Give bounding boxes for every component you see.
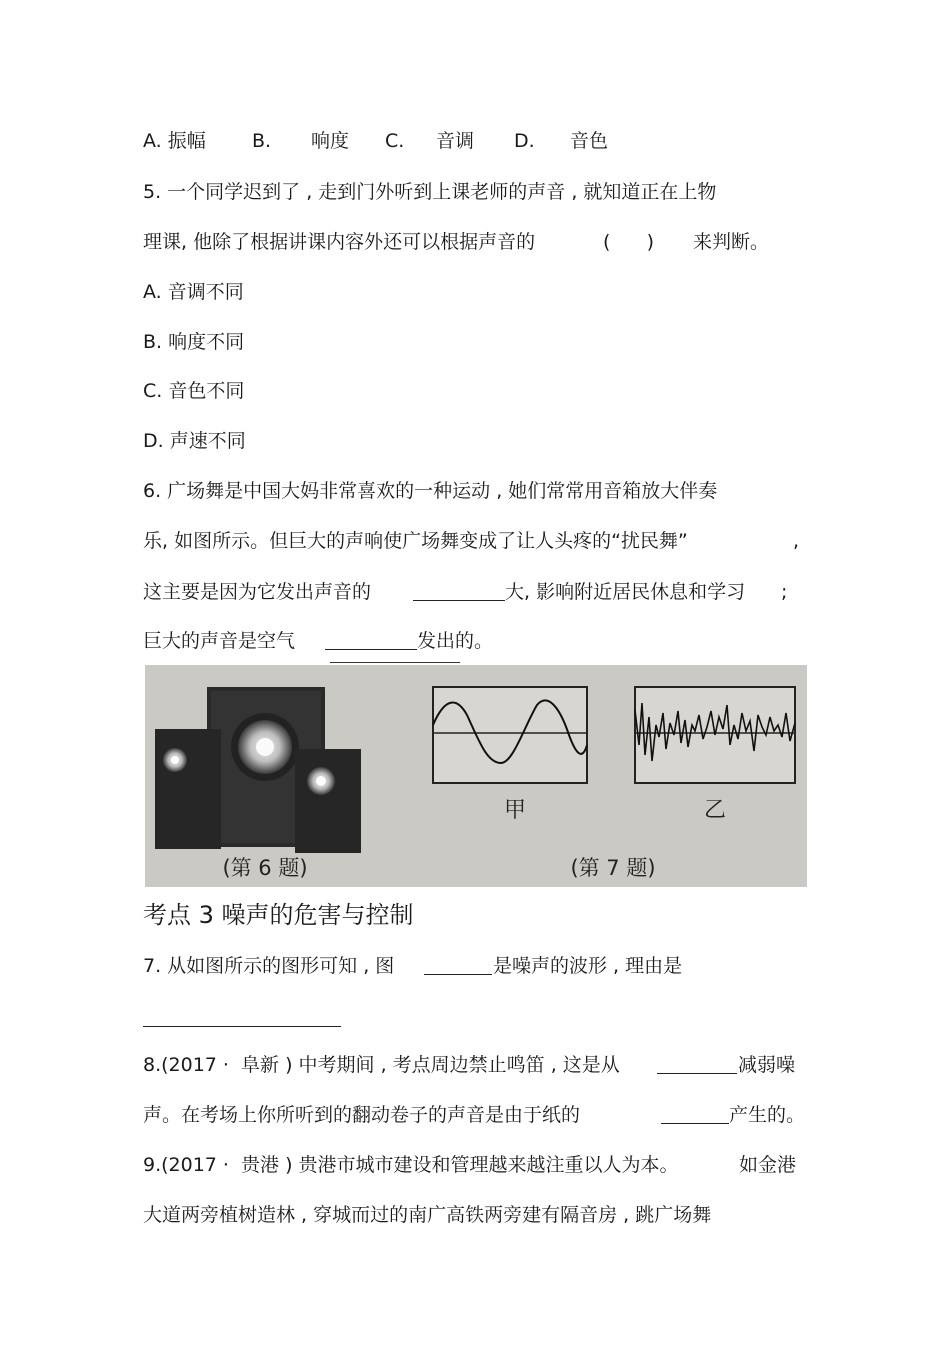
q6-line-3 bbox=[143, 580, 788, 604]
q6-line-4-end: 发出的。 bbox=[417, 630, 494, 652]
q8-line-2-end: 产生的。 bbox=[729, 1104, 806, 1126]
q4-option-d-text: 音色 bbox=[570, 130, 609, 152]
q9-line-2: 大道两旁植树造林 , 穿城而过的南广高铁两旁建有隔音房 , 跳广场舞 bbox=[143, 1204, 712, 1226]
q4-option-c-letter: C. bbox=[385, 130, 405, 152]
q5-line-2 bbox=[143, 230, 770, 254]
q7-line-1 bbox=[143, 954, 683, 978]
q6-line-4-text: 巨大的声音是空气 bbox=[143, 630, 296, 652]
label-yi: 乙 bbox=[703, 798, 727, 823]
q8-line-1-end: 减弱噪 bbox=[738, 1054, 796, 1076]
q7-line-1-rest: 是噪声的波形 , 理由是 bbox=[493, 955, 683, 977]
section-3-title: 考点 3 噪声的危害与控制 bbox=[143, 901, 414, 929]
q4-option-c-text: 音调 bbox=[436, 130, 475, 152]
q5-option-b: B. 响度不同 bbox=[143, 331, 245, 353]
waveform-yi bbox=[635, 687, 795, 783]
q8-line-1-text: 8.(2017 · 阜新 ) 中考期间 , 考点周边禁止鸣笛 , 这是从 bbox=[143, 1054, 620, 1076]
q5-option-c: C. 音色不同 bbox=[143, 380, 245, 402]
q8-line-2-text: 声。在考场上你所听到的翻动卷子的声音是由于纸的 bbox=[143, 1104, 581, 1126]
q6-line-4 bbox=[143, 629, 494, 653]
q6-blank-2[interactable] bbox=[325, 631, 417, 650]
label-jia: 甲 bbox=[503, 798, 527, 823]
divider bbox=[330, 662, 460, 663]
q9-line-1-text: 9.(2017 · 贵港 ) 贵港市城市建设和管理越来越注重以人为本。 bbox=[143, 1154, 679, 1176]
q5-option-a: A. 音调不同 bbox=[143, 281, 244, 303]
q4-option-a: A. 振幅 bbox=[143, 130, 206, 152]
left-speaker-icon bbox=[155, 729, 221, 849]
q6-line-2 bbox=[143, 529, 800, 553]
q8-line-2 bbox=[143, 1103, 806, 1127]
q7-answer-blank[interactable] bbox=[143, 1026, 341, 1027]
q9-line-1-end: 如金港 bbox=[739, 1154, 797, 1176]
q6-line-1: 6. 广场舞是中国大妈非常喜欢的一种运动 , 她们常常用音箱放大伴奏 bbox=[143, 480, 718, 502]
q8-blank-2[interactable] bbox=[661, 1105, 729, 1124]
q6-line-3-rest: 大, 影响附近居民休息和学习 bbox=[505, 581, 746, 603]
caption-q6: (第 6 题) bbox=[222, 856, 308, 880]
q5-answer-paren: ( ) bbox=[603, 231, 655, 253]
q6-line-3-text: 这主要是因为它发出声音的 bbox=[143, 581, 372, 603]
right-speaker-icon bbox=[295, 749, 361, 853]
q5-option-d: D. 声速不同 bbox=[143, 430, 246, 452]
q6-line-3-semicolon: ; bbox=[781, 581, 788, 603]
waveform-jia bbox=[433, 687, 587, 783]
q6-line-2-text: 乐, 如图所示。但巨大的声响使广场舞变成了让人头疼的“扰民舞” bbox=[143, 530, 688, 552]
q9-line-1 bbox=[143, 1153, 797, 1177]
q5-line-1: 5. 一个同学迟到了 , 走到门外听到上课老师的声音 , 就知道正在上物 bbox=[143, 181, 717, 203]
figure-speaker-waveforms bbox=[145, 665, 807, 887]
q5-line-2-end: 来判断。 bbox=[693, 231, 770, 253]
q7-line-1-text: 7. 从如图所示的图形可知 , 图 bbox=[143, 955, 395, 977]
q4-option-b-text: 响度 bbox=[311, 130, 350, 152]
q6-line-2-comma: , bbox=[793, 530, 800, 552]
figure-svg bbox=[145, 665, 807, 887]
q4-option-b-letter: B. bbox=[252, 130, 272, 152]
q4-option-d-letter: D. bbox=[514, 130, 535, 152]
q8-line-1 bbox=[143, 1053, 796, 1077]
q6-blank-1[interactable] bbox=[413, 582, 505, 601]
q8-blank-1[interactable] bbox=[657, 1055, 737, 1074]
q5-line-2-text: 理课, 他除了根据讲课内容外还可以根据声音的 bbox=[143, 231, 536, 253]
q7-blank-1[interactable] bbox=[424, 956, 492, 975]
caption-q7: (第 7 题) bbox=[570, 856, 656, 880]
